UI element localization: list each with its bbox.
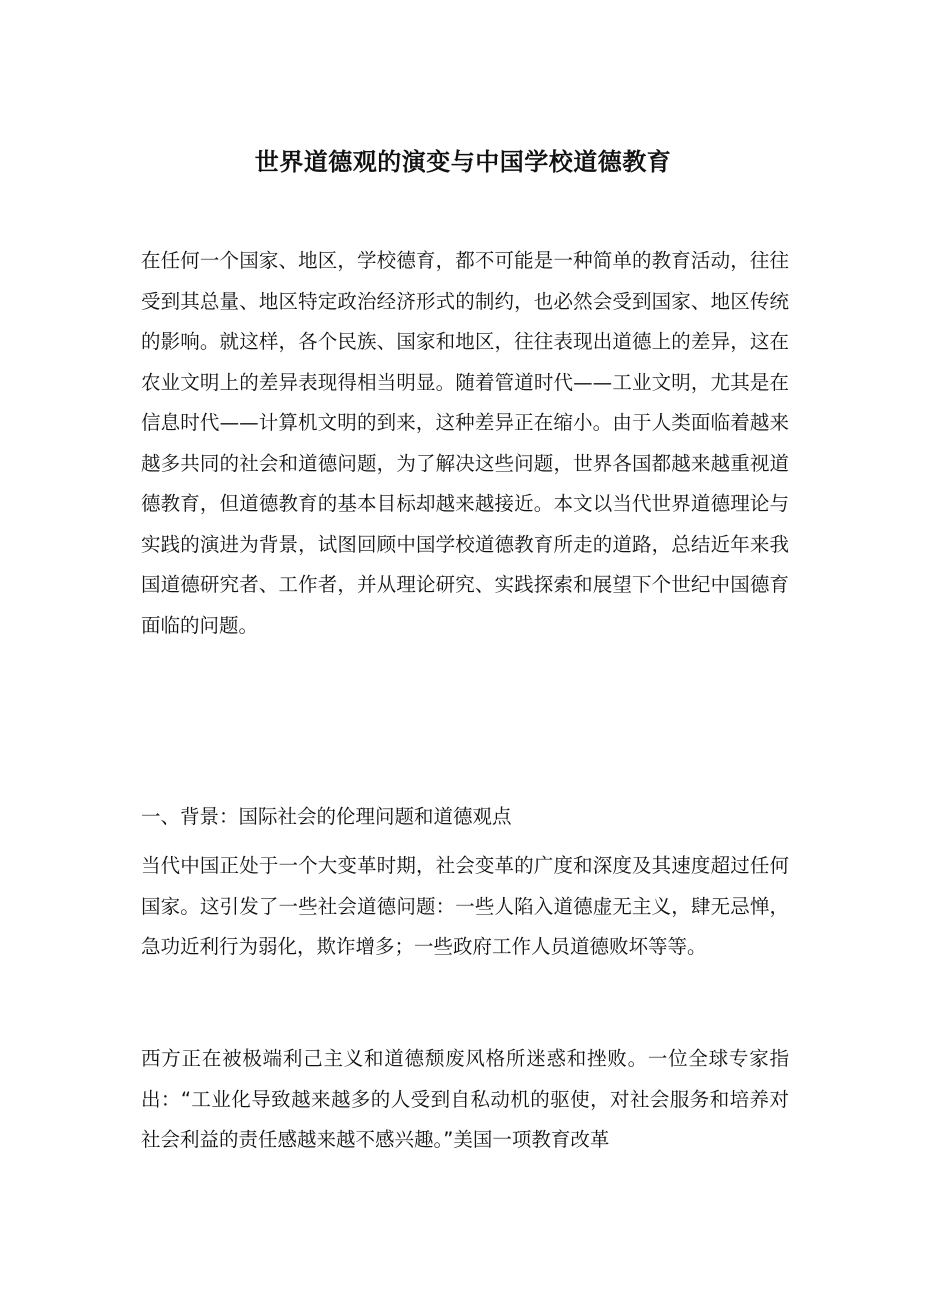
body-paragraph-china: 当代中国正处于一个大变革时期，社会变革的广度和深度及其速度超过任何国家。这引发了一些社会道德问题：一些人陷入道德虚无主义，肆无忌惮，急功近利行为弱化，欺诈增多；一些政府工作人员道德败坏等等。 [141,854,789,958]
body-paragraph-west: 西方正在被极端利己主义和道德颓废风格所迷惑和挫败。一位全球专家指出：“工业化导致越来越多的人受到自私动机的驱使，对社会服务和培养对社会利益的责任感越来越不感兴趣。”美国一项教育改革 [141,1047,789,1151]
document-title: 世界道德观的演变与中国学校道德教育 [254,147,672,176]
section-heading: 一、背景：国际社会的伦理问题和道德观点 [141,805,512,828]
intro-paragraph: 在任何一个国家、地区，学校德育，都不可能是一种简单的教育活动，往往受到其总量、地区特定政治经济形式的制约，也必然会受到国家、地区传统的影响。就这样，各个民族、国家和地区，往往表现出道德上的差异，这在农业文明上的差异表现得相当明显。随着管道时代——工业文明，尤其是在信息时代——计算机文明的到来，这种差异正在缩小。由于人类面临着越来越多共同的社会和道德问题，为了解决这些问题，世界各国都越来越重视道德教育，但道德教育的基本目标却越来越接近。本文以当代世界道德理论与实践的演进为背景，试图回顾中国学校道德教育所走的道路，总结近年来我国道德研究者、工作者，并从理论研究、实践探索和展望下个世纪中国德育面临的问题。 [141,249,789,637]
